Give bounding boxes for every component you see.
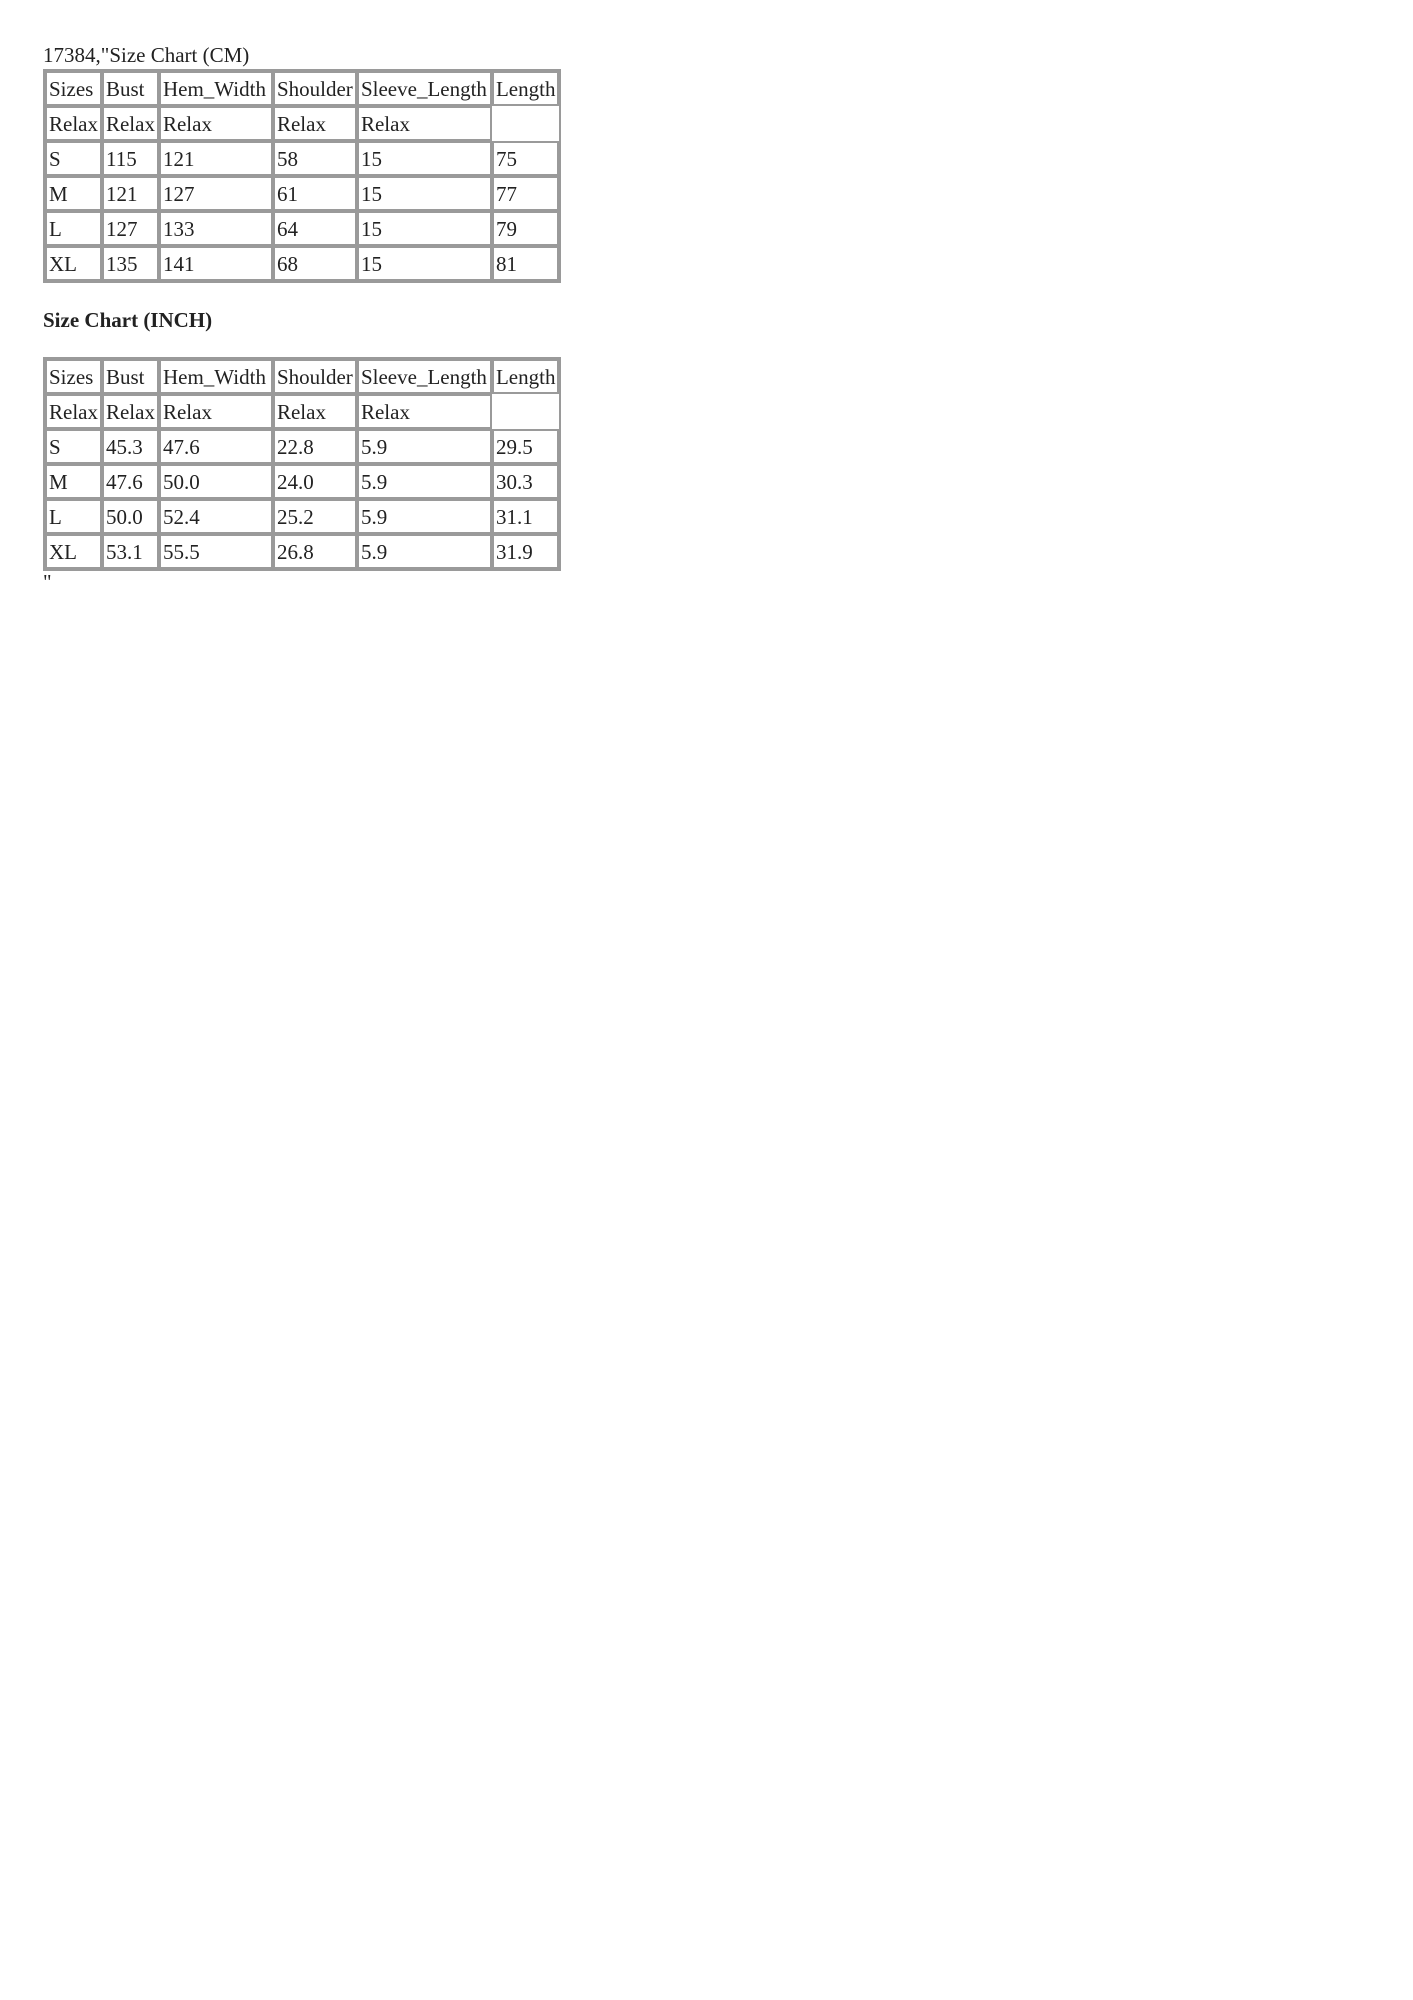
table-cell: 45.3: [102, 429, 159, 464]
table-cell: 53.1: [102, 534, 159, 569]
header-cell: Sizes: [45, 359, 102, 394]
table-cell: 50.0: [102, 499, 159, 534]
table-cell: 15: [357, 141, 492, 176]
table-cell: 141: [159, 246, 273, 281]
header-cell: Shoulder: [273, 359, 357, 394]
header-cell: Sizes: [45, 71, 102, 106]
header-cell: Bust: [102, 71, 159, 106]
table-row: [45, 464, 559, 499]
header-cell: Length: [492, 359, 559, 394]
fit-row: [45, 394, 559, 429]
table-cell: 30.3: [492, 464, 559, 499]
table-cell: 26.8: [273, 534, 357, 569]
size-chart-cm-table: [43, 69, 561, 283]
table-cell: 133: [159, 211, 273, 246]
table-header-row: [45, 359, 559, 394]
table-row: [45, 246, 559, 281]
table-cell: 127: [159, 176, 273, 211]
table-row: [45, 534, 559, 569]
table-cell: 15: [357, 211, 492, 246]
table-cell: 127: [102, 211, 159, 246]
table-cell: 15: [357, 176, 492, 211]
table-cell: 47.6: [159, 429, 273, 464]
fit-cell: Relax: [45, 106, 102, 141]
header-cell: Hem_Width: [159, 359, 273, 394]
table-cell: L: [45, 499, 102, 534]
fit-cell: Relax: [102, 394, 159, 429]
empty-cell: [492, 394, 559, 429]
table-cell: XL: [45, 246, 102, 281]
fit-cell: Relax: [357, 106, 492, 141]
table-cell: 50.0: [159, 464, 273, 499]
table-cell: 75: [492, 141, 559, 176]
fit-cell: Relax: [273, 394, 357, 429]
table-cell: 29.5: [492, 429, 559, 464]
fit-row: [45, 106, 559, 141]
table-cell: 52.4: [159, 499, 273, 534]
table-cell: S: [45, 429, 102, 464]
table-cell: 61: [273, 176, 357, 211]
table-cell: 58: [273, 141, 357, 176]
table-cell: 121: [102, 176, 159, 211]
table-row: [45, 176, 559, 211]
header-cell: Sleeve_Length: [357, 71, 492, 106]
table-cell: 15: [357, 246, 492, 281]
trailing-quote: ": [43, 570, 52, 594]
table-cell: 5.9: [357, 499, 492, 534]
table-row: [45, 141, 559, 176]
table-cell: 25.2: [273, 499, 357, 534]
table-cell: 68: [273, 246, 357, 281]
header-cell: Length: [492, 71, 559, 106]
table-cell: 64: [273, 211, 357, 246]
table-cell: 135: [102, 246, 159, 281]
header-cell: Hem_Width: [159, 71, 273, 106]
table-cell: 5.9: [357, 534, 492, 569]
table-cell: 79: [492, 211, 559, 246]
fit-cell: Relax: [357, 394, 492, 429]
table-cell: M: [45, 176, 102, 211]
fit-cell: Relax: [159, 106, 273, 141]
table-cell: 115: [102, 141, 159, 176]
fit-cell: Relax: [102, 106, 159, 141]
fit-cell: Relax: [159, 394, 273, 429]
table-cell: 81: [492, 246, 559, 281]
table-header-row: [45, 71, 559, 106]
table-cell: M: [45, 464, 102, 499]
header-cell: Sleeve_Length: [357, 359, 492, 394]
header-cell: Shoulder: [273, 71, 357, 106]
table-cell: 22.8: [273, 429, 357, 464]
table-cell: 5.9: [357, 429, 492, 464]
table-cell: L: [45, 211, 102, 246]
document-page: [43, 42, 561, 594]
table-row: [45, 499, 559, 534]
table-cell: S: [45, 141, 102, 176]
inch-section-heading: Size Chart (INCH): [43, 308, 213, 332]
intro-text: 17384,"Size Chart (CM): [43, 43, 250, 67]
table-cell: 5.9: [357, 464, 492, 499]
table-row: [45, 211, 559, 246]
empty-cell: [492, 106, 559, 141]
table-cell: 55.5: [159, 534, 273, 569]
table-cell: 77: [492, 176, 559, 211]
size-chart-inch-table: [43, 357, 561, 571]
table-cell: 31.1: [492, 499, 559, 534]
table-cell: 24.0: [273, 464, 357, 499]
header-cell: Bust: [102, 359, 159, 394]
table-cell: 121: [159, 141, 273, 176]
fit-cell: Relax: [273, 106, 357, 141]
fit-cell: Relax: [45, 394, 102, 429]
table-row: [45, 429, 559, 464]
table-cell: 31.9: [492, 534, 559, 569]
table-cell: 47.6: [102, 464, 159, 499]
table-cell: XL: [45, 534, 102, 569]
